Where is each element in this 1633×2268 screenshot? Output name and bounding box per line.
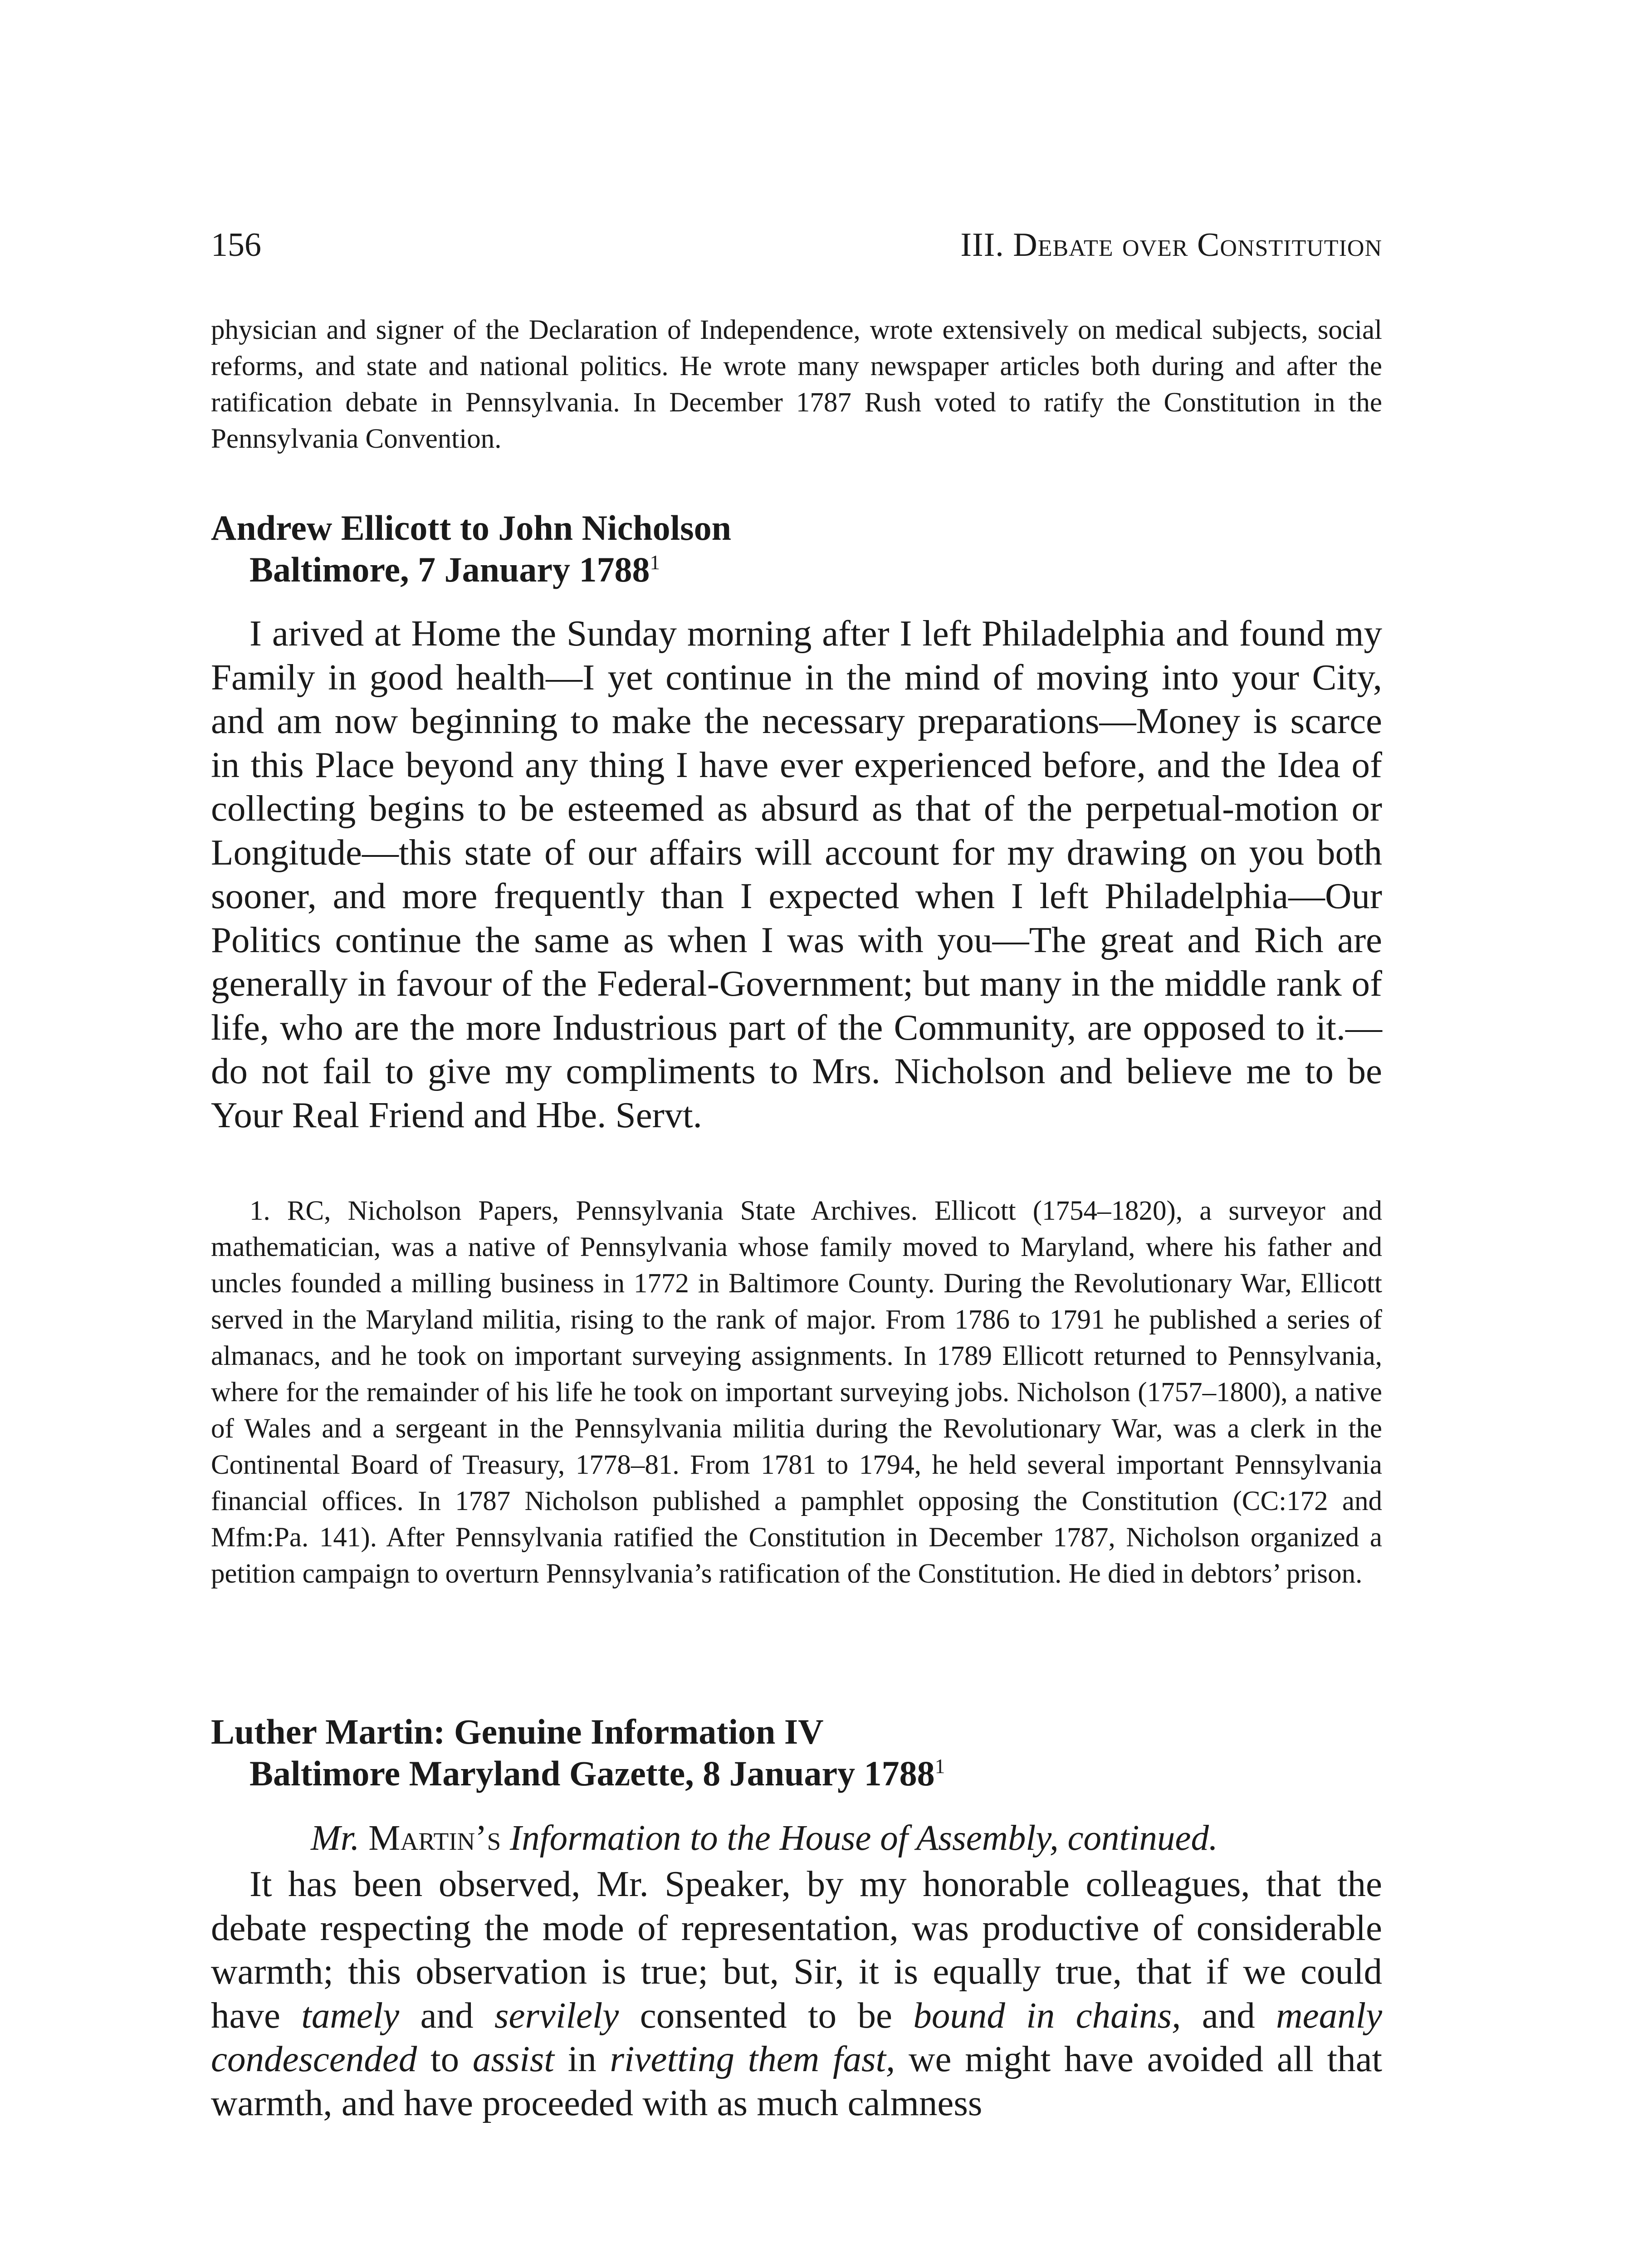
- subhead-prefix: Mr.: [311, 1818, 360, 1858]
- doc1-footnote-text: 1. RC, Nicholson Papers, Pennsylvania State Archives. Ellicott (1754–1820), a surveyor and mathematician, was a native of Pennsylvania whose family moved to Maryland, where his father and uncles founded a milling business in 1772 in Baltimore County. During the Revolutionary War, Ellicott served in the Maryland militia, rising to the rank of major. From 1786 to 1791 he published a series of almanacs, and he took on important surveying assignments. In 1789 Ellicott returned to Pennsylvania, where for the remainder of his life he took on important surveying jobs. Nicholson (1757–1800), a native of Wales and a sergeant in the Pennsylvania militia during the Revolutionary War, was a clerk in the Continental Board of Treasury, 1778–81. From 1781 to 1794, he held several important Pennsylvania financial offices. In 1787 Nicholson published a pamphlet opposing the Constitution (CC:172 and Mfm:Pa. 141). After Pennsylvania ratified the Constitution in December 1787, Nicholson organized a petition campaign to overturn Pennsylvania’s ratification of the Constitution. He died in debtors’ prison.: [211, 1196, 1382, 1589]
- doc2-em-tamely: tamely: [301, 1994, 400, 2036]
- doc2-text-4: and: [1202, 1994, 1255, 2036]
- page-number: 156: [211, 226, 261, 264]
- running-head: [211, 225, 1382, 265]
- doc2-heading-dateline: [211, 1753, 1382, 1794]
- doc2-em-meanly: meanly condescended: [211, 1994, 1383, 2079]
- doc1-note-mark: 1: [650, 551, 660, 574]
- doc2-em-rivetting: rivetting them fast,: [610, 2038, 895, 2079]
- doc2-heading: [211, 1711, 1382, 1794]
- doc1-letter: [211, 611, 1382, 1137]
- doc2-paragraph: [211, 1862, 1382, 2125]
- running-title: III. Debate over Constitution: [960, 226, 1382, 264]
- subhead-rest: Information to the House of Assembly, continued.: [509, 1818, 1218, 1858]
- doc2-note-mark: 1: [934, 1755, 945, 1778]
- doc2-dateline-text: Baltimore Maryland Gazette, 8 January 1788: [249, 1754, 935, 1793]
- doc2-text-1: It has been observed, Mr. Speaker, by my honorable colleagues, that the debate respecting the mode of representation, was productive of considerable warmth; this observation is true; but, Sir, it is equally true, that if we could have: [211, 1863, 1382, 2036]
- doc2-text-7: we might have avoided all that warmth, and have proceeded with as much calmness: [211, 2038, 1383, 2123]
- doc2-text-3: consented to be: [640, 1994, 892, 2036]
- subhead-name: Martin’s: [368, 1818, 501, 1858]
- doc1-heading: [211, 507, 1382, 591]
- intro-paragraph: [211, 312, 1382, 457]
- doc1-letter-text: I arived at Home the Sunday morning after I left Philadelphia and found my Family in good health—I yet continue in the mind of moving into your City, and am now beginning to make the necessary preparations—Money is scarce in this Place beyond any thing I have ever experienced before, and the Idea of collecting begins to be esteemed as absurd as that of the perpetual-motion or Longitude—this state of our affairs will account for my drawing on you both sooner, and more frequently than I expected when I left Philadelphia—Our Politics continue the same as when I was with you—The great and Rich are generally in favour of the Federal-Government; but many in the middle rank of life, who are the more Industrious part of the Community, are opposed to it.—do not fail to give my compliments to Mrs. Nicholson and believe me to be Your Real Friend and Hbe. Servt.: [211, 613, 1382, 1135]
- doc1-heading-dateline: [211, 549, 1382, 591]
- doc2-em-assist: assist: [472, 2038, 554, 2079]
- doc2-em-bound: bound in chains,: [913, 1994, 1181, 2036]
- doc2-heading-title: Luther Martin: Genuine Information IV: [211, 1712, 824, 1751]
- doc1-footnote: [211, 1193, 1382, 1592]
- doc2-subhead: [211, 1817, 1482, 1860]
- doc1-dateline-text: Baltimore, 7 January 1788: [249, 550, 650, 589]
- doc1-heading-title: Andrew Ellicott to John Nicholson: [211, 508, 731, 547]
- doc2-text-6: in: [567, 2038, 596, 2079]
- doc2-body: [211, 1862, 1382, 2125]
- doc2-text-2: and: [420, 1994, 474, 2036]
- doc2-em-servilely: servilely: [494, 1994, 619, 2036]
- doc2-text-5: to: [430, 2038, 460, 2079]
- intro-text: physician and signer of the Declaration of Independence, wrote extensively on medical subjects, social reforms, and state and national politics. He wrote many newspaper articles both during and after the ratification debate in Pennsylvania. In December 1787 Rush voted to ratify the Constitution in the Pennsylvania Convention.: [211, 315, 1382, 454]
